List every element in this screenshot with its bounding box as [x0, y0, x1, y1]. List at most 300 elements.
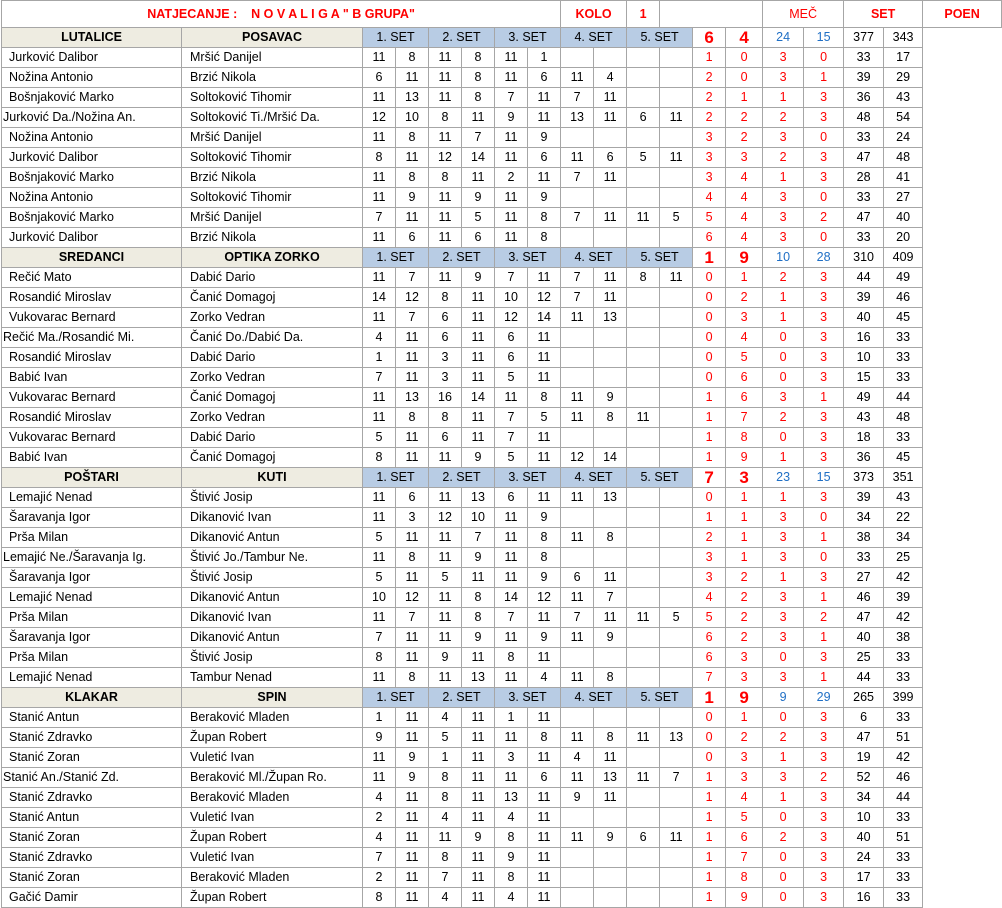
points-away: 44 — [884, 388, 923, 408]
set-score-cell: 8 — [462, 68, 495, 88]
points-home: 34 — [844, 788, 884, 808]
set-score-cell: 1 — [363, 708, 396, 728]
player-away: Štivić Jo./Tambur Ne. — [182, 548, 363, 568]
set-score-cell: 16 — [429, 388, 462, 408]
set-score-cell: 5 — [363, 528, 396, 548]
header-row — [2, 1, 1002, 28]
set-header: 5. SET — [627, 248, 693, 268]
set-score-cell — [627, 428, 660, 448]
set-score-cell: 11 — [363, 748, 396, 768]
set-score-cell: 7 — [363, 848, 396, 868]
player-home: Lemajić Nenad — [2, 668, 182, 688]
points-home: 16 — [844, 888, 884, 908]
player-away: Vuletić Ivan — [182, 808, 363, 828]
set-score-cell: 11 — [462, 328, 495, 348]
set-score-cell — [561, 188, 594, 208]
match-running-away: 7 — [726, 408, 763, 428]
match-running-away: 3 — [726, 648, 763, 668]
match-running-away: 2 — [726, 628, 763, 648]
set-score-cell: 11 — [528, 448, 561, 468]
set-header: 3. SET — [495, 248, 561, 268]
points-home: 33 — [844, 548, 884, 568]
set-score-cell: 11 — [594, 748, 627, 768]
table-row — [2, 568, 1002, 588]
table-row — [2, 308, 1002, 328]
set-score-cell: 4 — [495, 808, 528, 828]
set-score-cell — [561, 428, 594, 448]
set-score-cell: 9 — [462, 628, 495, 648]
set-score-cell: 11 — [528, 888, 561, 908]
set-score-cell: 11 — [561, 588, 594, 608]
set-score-cell: 11 — [561, 488, 594, 508]
player-away: Dikanović Antun — [182, 528, 363, 548]
set-score-cell — [660, 588, 693, 608]
set-score-cell — [627, 448, 660, 468]
points-away: 33 — [884, 348, 923, 368]
sets-won-away: 3 — [804, 308, 844, 328]
points-home: 33 — [844, 228, 884, 248]
set-score-cell: 5 — [363, 428, 396, 448]
set-score-cell: 9 — [462, 448, 495, 468]
set-score-cell: 11 — [528, 868, 561, 888]
sets-won-away: 3 — [804, 168, 844, 188]
sets-won-away: 3 — [804, 268, 844, 288]
set-score-cell: 8 — [363, 888, 396, 908]
match-running-away: 1 — [726, 528, 763, 548]
points-away: 42 — [884, 568, 923, 588]
sets-won-away: 3 — [804, 708, 844, 728]
set-score-cell: 11 — [528, 788, 561, 808]
sets-won-away: 3 — [804, 288, 844, 308]
match-running-home: 3 — [693, 168, 726, 188]
team-header-row — [2, 28, 1002, 48]
set-score-cell: 11 — [462, 768, 495, 788]
table-row — [2, 128, 1002, 148]
match-running-home: 1 — [693, 868, 726, 888]
set-score-cell — [594, 888, 627, 908]
set-score-cell: 5 — [495, 368, 528, 388]
match-running-away: 5 — [726, 348, 763, 368]
set-score-cell: 11 — [363, 168, 396, 188]
set-score-cell: 11 — [462, 868, 495, 888]
round-value: 1 — [627, 1, 660, 28]
set-score-cell: 8 — [627, 268, 660, 288]
set-score-cell — [627, 868, 660, 888]
sets-won-home: 2 — [763, 148, 804, 168]
set-score-cell: 11 — [429, 608, 462, 628]
sets-won-away: 3 — [804, 88, 844, 108]
player-away: Mršić Danijel — [182, 128, 363, 148]
points-home: 34 — [844, 508, 884, 528]
set-score-cell: 4 — [429, 888, 462, 908]
sets-won-home: 1 — [763, 748, 804, 768]
set-score-cell: 11 — [594, 788, 627, 808]
points-home: 18 — [844, 428, 884, 448]
points-away: 20 — [884, 228, 923, 248]
set-header: 4. SET — [561, 28, 627, 48]
sets-won-away: 3 — [804, 828, 844, 848]
set-score-cell: 11 — [561, 828, 594, 848]
sets-won-away: 3 — [804, 808, 844, 828]
points-home: 10 — [844, 348, 884, 368]
set-score-cell: 11 — [561, 68, 594, 88]
set-score-cell — [660, 448, 693, 468]
set-score-cell — [660, 88, 693, 108]
set-score-cell: 11 — [429, 548, 462, 568]
sets-won-home: 3 — [763, 548, 804, 568]
set-score-cell: 11 — [462, 348, 495, 368]
set-score-cell — [561, 48, 594, 68]
set-score-cell — [660, 388, 693, 408]
player-away: Vuletić Ivan — [182, 748, 363, 768]
away-team-name: SPIN — [182, 688, 363, 708]
player-away: Župan Robert — [182, 888, 363, 908]
set-score-cell: 8 — [396, 168, 429, 188]
player-home: Nožina Antonio — [2, 128, 182, 148]
set-score-cell: 7 — [495, 268, 528, 288]
player-home: Stanić Zoran — [2, 828, 182, 848]
sets-won-away: 3 — [804, 428, 844, 448]
points-home: 33 — [844, 48, 884, 68]
set-score-cell: 10 — [363, 588, 396, 608]
player-away: Mršić Danijel — [182, 48, 363, 68]
table-row — [2, 108, 1002, 128]
set-score-cell: 11 — [594, 108, 627, 128]
points-home: 49 — [844, 388, 884, 408]
match-running-away: 6 — [726, 828, 763, 848]
table-row — [2, 608, 1002, 628]
points-home: 40 — [844, 628, 884, 648]
set-score-cell: 7 — [561, 288, 594, 308]
sets-won-home: 0 — [763, 368, 804, 388]
set-score-cell: 1 — [528, 48, 561, 68]
sets-won-home: 2 — [763, 728, 804, 748]
set-score-cell: 2 — [363, 808, 396, 828]
set-score-cell: 12 — [495, 308, 528, 328]
player-away: Brzić Nikola — [182, 168, 363, 188]
set-score-cell: 4 — [528, 668, 561, 688]
player-away: Soltoković Tihomir — [182, 148, 363, 168]
points-away: 33 — [884, 428, 923, 448]
set-total-home: 24 — [763, 28, 804, 48]
player-away: Čanić Domagoj — [182, 388, 363, 408]
match-running-home: 4 — [693, 188, 726, 208]
player-away: Dikanović Ivan — [182, 608, 363, 628]
points-away: 17 — [884, 48, 923, 68]
match-score-home: 1 — [693, 688, 726, 708]
points-away: 44 — [884, 788, 923, 808]
set-score-cell: 8 — [363, 648, 396, 668]
set-score-cell: 8 — [528, 528, 561, 548]
set-score-cell: 11 — [429, 668, 462, 688]
points-home: 46 — [844, 588, 884, 608]
player-home: Rosandić Miroslav — [2, 408, 182, 428]
set-score-cell — [561, 868, 594, 888]
set-score-cell — [660, 508, 693, 528]
sets-won-away: 1 — [804, 628, 844, 648]
points-away: 48 — [884, 408, 923, 428]
set-score-cell: 11 — [396, 528, 429, 548]
set-header: 4. SET — [561, 468, 627, 488]
set-score-cell: 7 — [561, 208, 594, 228]
points-away: 29 — [884, 68, 923, 88]
table-row — [2, 88, 1002, 108]
table-row — [2, 788, 1002, 808]
table-row — [2, 728, 1002, 748]
sets-won-home: 0 — [763, 848, 804, 868]
set-score-cell: 9 — [594, 828, 627, 848]
match-running-away: 2 — [726, 728, 763, 748]
points-away: 54 — [884, 108, 923, 128]
set-score-cell: 8 — [396, 128, 429, 148]
competition-title — [2, 1, 561, 28]
points-away: 33 — [884, 808, 923, 828]
set-score-cell: 1 — [363, 348, 396, 368]
set-score-cell: 11 — [429, 268, 462, 288]
match-running-home: 0 — [693, 728, 726, 748]
player-home: Babić Ivan — [2, 368, 182, 388]
player-home: Prša Milan — [2, 648, 182, 668]
set-score-cell: 7 — [363, 628, 396, 648]
set-score-cell: 11 — [363, 548, 396, 568]
set-score-cell — [660, 628, 693, 648]
match-running-home: 1 — [693, 768, 726, 788]
set-score-cell: 6 — [627, 828, 660, 848]
match-running-home: 7 — [693, 668, 726, 688]
set-score-cell: 11 — [396, 208, 429, 228]
player-away: Čanić Do./Dabić Da. — [182, 328, 363, 348]
set-score-cell: 7 — [363, 208, 396, 228]
points-away: 43 — [884, 88, 923, 108]
set-header: 2. SET — [429, 688, 495, 708]
set-score-cell: 12 — [429, 148, 462, 168]
player-home: Nožina Antonio — [2, 188, 182, 208]
set-score-cell: 13 — [462, 488, 495, 508]
set-score-cell — [627, 388, 660, 408]
match-score-away: 9 — [726, 688, 763, 708]
match-running-home: 1 — [693, 888, 726, 908]
set-score-cell: 11 — [627, 768, 660, 788]
match-running-away: 3 — [726, 308, 763, 328]
set-score-cell: 11 — [528, 808, 561, 828]
player-home: Stanić Zdravko — [2, 728, 182, 748]
set-score-cell: 5 — [495, 448, 528, 468]
match-running-away: 8 — [726, 428, 763, 448]
set-header: 1. SET — [363, 248, 429, 268]
match-running-away: 6 — [726, 368, 763, 388]
player-home: Jurković Dalibor — [2, 148, 182, 168]
set-score-cell: 7 — [495, 428, 528, 448]
set-score-cell: 6 — [363, 68, 396, 88]
match-running-away: 4 — [726, 168, 763, 188]
set-score-cell: 11 — [462, 408, 495, 428]
match-running-home: 3 — [693, 568, 726, 588]
set-header: 1. SET — [363, 688, 429, 708]
set-score-cell: 8 — [462, 48, 495, 68]
away-team-name: KUTI — [182, 468, 363, 488]
sets-won-away: 3 — [804, 328, 844, 348]
table-row — [2, 208, 1002, 228]
match-running-away: 3 — [726, 748, 763, 768]
set-score-cell: 11 — [528, 848, 561, 868]
set-score-cell: 5 — [660, 208, 693, 228]
set-score-cell: 8 — [462, 588, 495, 608]
match-running-away: 0 — [726, 48, 763, 68]
points-home: 25 — [844, 648, 884, 668]
set-score-cell: 11 — [528, 828, 561, 848]
set-score-cell: 8 — [594, 528, 627, 548]
match-running-away: 1 — [726, 268, 763, 288]
set-score-cell — [594, 508, 627, 528]
match-running-home: 0 — [693, 708, 726, 728]
set-score-cell: 8 — [528, 728, 561, 748]
set-score-cell: 3 — [396, 508, 429, 528]
set-score-cell: 6 — [429, 308, 462, 328]
results-table — [1, 0, 1002, 908]
set-score-cell: 11 — [561, 768, 594, 788]
player-away: Štivić Josip — [182, 648, 363, 668]
set-score-cell: 5 — [363, 568, 396, 588]
points-away: 45 — [884, 448, 923, 468]
set-score-cell: 11 — [495, 668, 528, 688]
points-home: 6 — [844, 708, 884, 728]
sets-won-away: 2 — [804, 768, 844, 788]
set-header: 1. SET — [363, 28, 429, 48]
set-score-cell: 11 — [528, 648, 561, 668]
table-row — [2, 888, 1002, 908]
points-home: 40 — [844, 308, 884, 328]
set-score-cell: 11 — [462, 808, 495, 828]
set-score-cell: 4 — [429, 708, 462, 728]
player-away: Beraković Mladen — [182, 788, 363, 808]
player-away: Štivić Josip — [182, 488, 363, 508]
match-running-home: 5 — [693, 608, 726, 628]
sets-won-away: 3 — [804, 568, 844, 588]
set-score-cell: 11 — [396, 428, 429, 448]
set-score-cell — [561, 848, 594, 868]
set-score-cell — [561, 228, 594, 248]
set-header: 5. SET — [627, 468, 693, 488]
set-score-cell: 14 — [363, 288, 396, 308]
match-running-away: 1 — [726, 488, 763, 508]
set-score-cell — [594, 428, 627, 448]
set-score-cell: 11 — [594, 608, 627, 628]
set-score-cell: 11 — [528, 108, 561, 128]
set-score-cell: 11 — [396, 148, 429, 168]
set-header: 2. SET — [429, 468, 495, 488]
player-away: Župan Robert — [182, 828, 363, 848]
match-running-away: 2 — [726, 288, 763, 308]
set-score-cell: 11 — [462, 428, 495, 448]
player-away: Župan Robert — [182, 728, 363, 748]
points-away: 33 — [884, 328, 923, 348]
sets-won-away: 2 — [804, 208, 844, 228]
sets-won-home: 0 — [763, 808, 804, 828]
points-home: 39 — [844, 288, 884, 308]
set-score-cell: 11 — [429, 528, 462, 548]
sets-won-away: 3 — [804, 148, 844, 168]
points-away: 43 — [884, 488, 923, 508]
points-home: 44 — [844, 268, 884, 288]
set-score-cell: 6 — [462, 228, 495, 248]
set-score-cell — [594, 348, 627, 368]
set-score-cell: 7 — [561, 168, 594, 188]
set-score-cell: 4 — [363, 328, 396, 348]
set-score-cell: 11 — [363, 408, 396, 428]
set-score-cell — [594, 48, 627, 68]
match-running-away: 1 — [726, 708, 763, 728]
set-score-cell: 5 — [429, 728, 462, 748]
set-score-cell: 11 — [495, 148, 528, 168]
player-home: Rosandić Miroslav — [2, 348, 182, 368]
match-running-home: 0 — [693, 348, 726, 368]
set-score-cell — [660, 808, 693, 828]
set-score-cell — [627, 568, 660, 588]
match-score-home: 7 — [693, 468, 726, 488]
match-score-away: 3 — [726, 468, 763, 488]
home-team-name: LUTALICE — [2, 28, 182, 48]
set-score-cell: 4 — [594, 68, 627, 88]
set-score-cell — [660, 668, 693, 688]
points-home: 39 — [844, 488, 884, 508]
set-score-cell — [660, 348, 693, 368]
table-row — [2, 828, 1002, 848]
team-header-row — [2, 468, 1002, 488]
set-score-cell: 11 — [495, 48, 528, 68]
table-row — [2, 268, 1002, 288]
set-score-cell: 11 — [495, 388, 528, 408]
set-score-cell — [627, 708, 660, 728]
match-running-away: 7 — [726, 848, 763, 868]
set-score-cell — [660, 888, 693, 908]
match-running-home: 0 — [693, 288, 726, 308]
header-spacer — [660, 1, 763, 28]
points-home: 52 — [844, 768, 884, 788]
points-total-home: 373 — [844, 468, 884, 488]
set-score-cell — [627, 288, 660, 308]
sets-won-home: 3 — [763, 188, 804, 208]
table-row — [2, 368, 1002, 388]
set-score-cell: 11 — [396, 448, 429, 468]
set-score-cell: 11 — [561, 148, 594, 168]
match-running-home: 3 — [693, 128, 726, 148]
set-score-cell — [561, 328, 594, 348]
match-running-away: 3 — [726, 148, 763, 168]
set-score-cell: 11 — [396, 628, 429, 648]
player-home: Jurković Dalibor — [2, 228, 182, 248]
set-score-cell — [594, 548, 627, 568]
set-score-cell: 11 — [561, 668, 594, 688]
set-score-cell — [594, 808, 627, 828]
set-score-cell: 9 — [363, 728, 396, 748]
player-away: Beraković Mladen — [182, 708, 363, 728]
set-score-cell: 11 — [528, 708, 561, 728]
sets-won-away: 0 — [804, 128, 844, 148]
set-score-cell: 11 — [363, 88, 396, 108]
match-running-home: 0 — [693, 328, 726, 348]
match-score-away: 9 — [726, 248, 763, 268]
set-score-cell: 11 — [429, 88, 462, 108]
set-score-cell: 13 — [495, 788, 528, 808]
set-score-cell: 8 — [396, 408, 429, 428]
match-running-home: 6 — [693, 648, 726, 668]
sets-won-away: 3 — [804, 748, 844, 768]
set-score-cell — [627, 628, 660, 648]
player-home: Bošnjaković Marko — [2, 168, 182, 188]
set-score-cell: 6 — [561, 568, 594, 588]
set-score-cell — [627, 788, 660, 808]
set-score-cell: 7 — [429, 868, 462, 888]
